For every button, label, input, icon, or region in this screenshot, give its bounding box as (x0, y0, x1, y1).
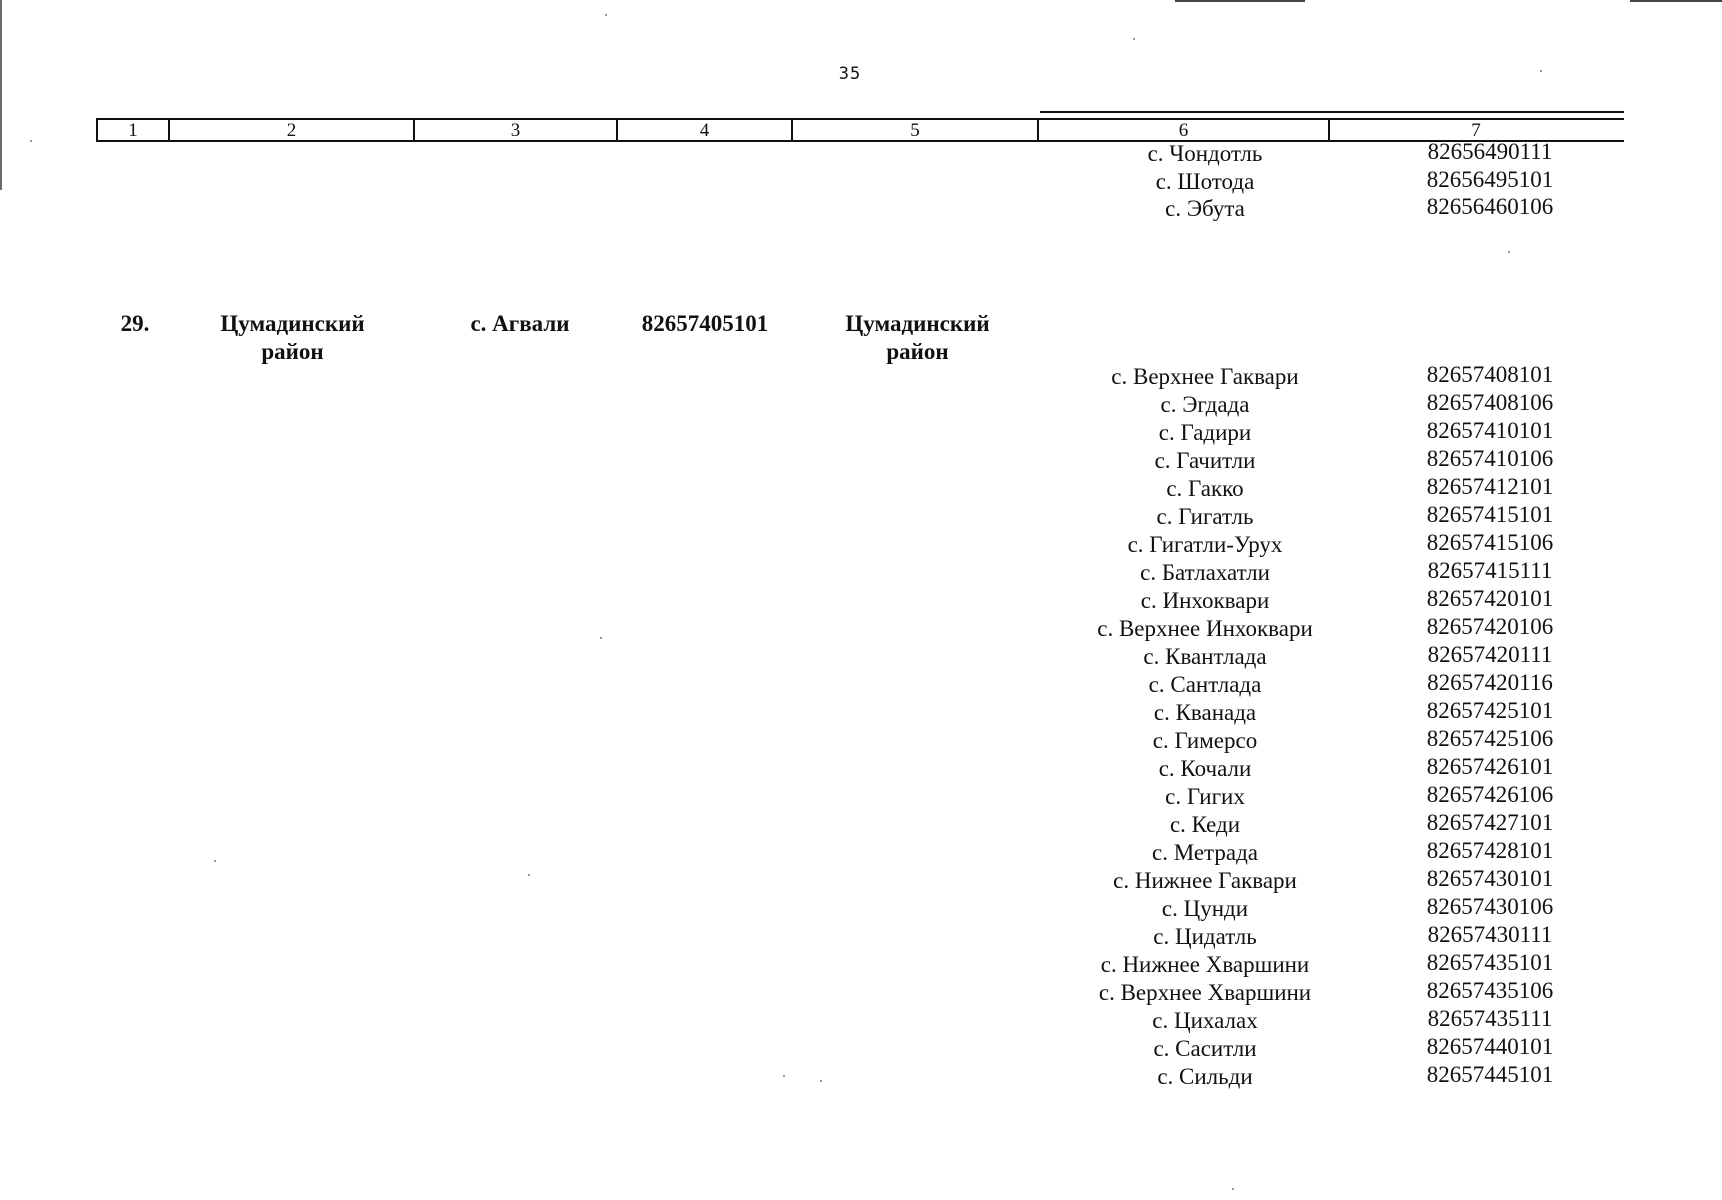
settlement-code: 82657428101 (1426, 838, 1554, 863)
admin-center: с. Агвали (470, 311, 570, 336)
page-number: 35 (838, 64, 862, 84)
column-number-5: 5 (793, 120, 1039, 140)
settlement-name: с. Цидатль (1153, 924, 1257, 949)
settlement-name: с. Верхнее Хваршини (1098, 980, 1312, 1005)
settlement-code: 82657440101 (1426, 1034, 1554, 1059)
settlement-name: с. Верхнее Инхоквари (1097, 616, 1313, 641)
column-number-3: 3 (415, 120, 618, 140)
admin-center-code: 82657405101 (641, 311, 769, 336)
settlement-name: с. Цунди (1161, 896, 1249, 921)
column-number-6: 6 (1039, 120, 1330, 140)
settlement-code: 82657430101 (1426, 866, 1554, 891)
scan-speck (820, 1080, 822, 1082)
settlement-code: 82657420101 (1426, 586, 1554, 611)
column-number-1: 1 (98, 120, 170, 140)
settlement-name: с. Кочали (1158, 756, 1252, 781)
settlement-name: с. Гачитли (1154, 448, 1256, 473)
scan-edge-line (0, 0, 2, 190)
municipality-name: Цумадинский район (845, 311, 990, 364)
settlement-code: 82657427101 (1426, 810, 1554, 835)
settlement-name: с. Батлахатли (1140, 560, 1270, 585)
settlement-name: с. Сильди (1157, 1064, 1253, 1089)
settlement-name: с. Саситли (1153, 1036, 1257, 1061)
settlement-code: 82657425101 (1426, 698, 1554, 723)
settlement-code: 82657435106 (1426, 978, 1554, 1003)
scan-speck (1133, 38, 1135, 40)
scan-speck (783, 1075, 785, 1077)
column-number-4: 4 (618, 120, 793, 140)
settlement-name: с. Нижнее Хваршини (1100, 952, 1310, 977)
settlement-name: с. Инхоквари (1140, 588, 1270, 613)
district-name: Цумадинский район (220, 311, 365, 364)
settlement-name: с. Гигатль (1156, 504, 1254, 529)
settlement-name: с. Эгдада (1160, 392, 1250, 417)
settlement-name: с. Чондотль (1147, 141, 1263, 166)
settlement-code: 82657435101 (1426, 950, 1554, 975)
settlement-code: 82657430111 (1427, 922, 1553, 947)
settlement-code: 82657415106 (1426, 530, 1554, 555)
settlement-name: с. Эбута (1165, 196, 1245, 221)
settlement-name: с. Кеди (1169, 812, 1241, 837)
settlement-name: с. Гигатли-Урух (1127, 532, 1283, 557)
settlement-code: 82657426106 (1426, 782, 1554, 807)
settlement-code: 82657415101 (1426, 502, 1554, 527)
settlement-name: с. Кванада (1153, 700, 1257, 725)
settlement-name: с. Цихалах (1152, 1008, 1258, 1033)
settlement-code: 82657445101 (1426, 1062, 1554, 1087)
scan-edge-line (1630, 0, 1722, 2)
settlement-name: с. Нижнее Гаквари (1113, 868, 1297, 893)
settlement-code: 82657430106 (1426, 894, 1554, 919)
settlement-name: с. Гадири (1158, 420, 1252, 445)
scan-speck (1508, 251, 1510, 253)
scan-speck (1540, 70, 1542, 72)
settlement-code: 82657412101 (1426, 474, 1554, 499)
settlement-code: 82657420106 (1426, 614, 1554, 639)
settlement-code: 82656490111 (1427, 139, 1553, 164)
scan-speck (528, 874, 530, 876)
settlement-code: 82656495101 (1426, 167, 1554, 192)
settlement-code: 82657408101 (1426, 362, 1554, 387)
settlement-code: 82657410101 (1426, 418, 1554, 443)
settlement-code: 82657408106 (1426, 390, 1554, 415)
scan-speck (30, 140, 32, 142)
settlement-code: 82657410106 (1426, 446, 1554, 471)
scan-edge-line (1175, 0, 1305, 2)
settlement-name: с. Верхнее Гаквари (1111, 364, 1299, 389)
settlement-code: 82656460106 (1426, 194, 1554, 219)
settlement-name: с. Гимерсо (1152, 728, 1258, 753)
settlement-code: 82657426101 (1426, 754, 1554, 779)
settlement-name: с. Шотода (1155, 169, 1255, 194)
settlement-code: 82657425106 (1426, 726, 1554, 751)
settlement-name: с. Гигих (1165, 784, 1245, 809)
settlement-code: 82657435111 (1427, 1006, 1553, 1031)
column-number-2: 2 (170, 120, 415, 140)
scan-speck (1232, 1188, 1234, 1190)
entry-number: 29. (120, 311, 150, 336)
settlement-code: 82657420116 (1427, 670, 1553, 695)
settlement-name: с. Квантлада (1143, 644, 1267, 669)
settlement-name: с. Метрада (1151, 840, 1258, 865)
settlement-code: 82657415111 (1427, 558, 1553, 583)
settlement-code: 82657420111 (1427, 642, 1553, 667)
scan-speck (214, 860, 216, 862)
settlement-name: с. Гакко (1166, 476, 1244, 501)
settlement-name: с. Сантлада (1148, 672, 1262, 697)
scan-speck (605, 14, 607, 16)
table-top-rule (1040, 111, 1624, 113)
scan-speck (600, 637, 602, 639)
column-number-7: 7 (1471, 120, 1481, 141)
